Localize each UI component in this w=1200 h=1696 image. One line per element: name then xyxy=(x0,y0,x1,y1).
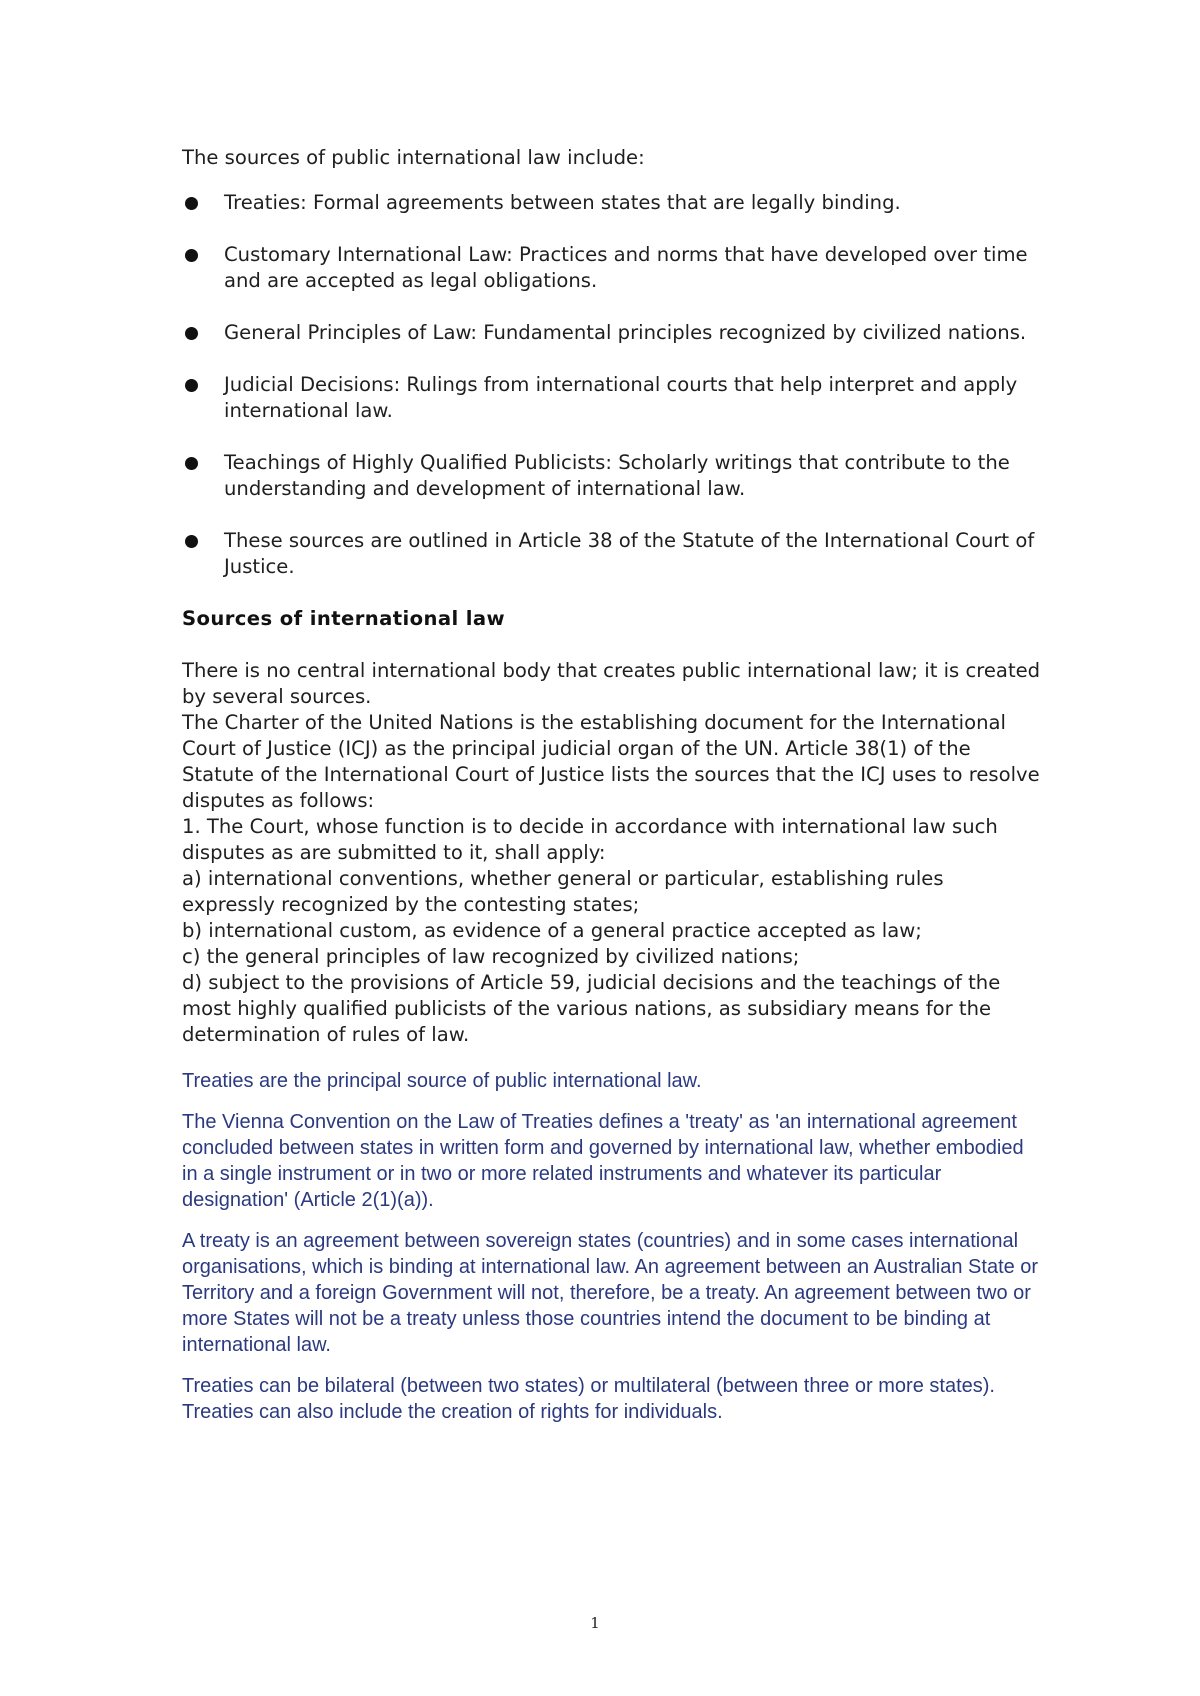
list-item-text: These sources are outlined in Article 38 of the Statute of the International Court of Justice. xyxy=(224,529,1035,578)
bullet-icon xyxy=(185,249,198,262)
treaty-notes xyxy=(182,1068,1042,1425)
intro-text: The sources of public international law include: xyxy=(182,146,645,169)
list-item-text: Customary International Law: Practices and norms that have developed over time and are accepted as legal obligations. xyxy=(224,243,1028,292)
blue-paragraph: The Vienna Convention on the Law of Treaties defines a 'treaty' as 'an international agreement concluded between states in written form and governed by international law, whether embodied in a single instrument or in two or more related instruments and whatever its particular designation' (Article 2(1)(a)). xyxy=(182,1111,1024,1211)
body-paragraph: b) international custom, as evidence of a general practice accepted as law; xyxy=(182,919,922,942)
list-item xyxy=(182,242,1042,294)
bullet-icon xyxy=(185,379,198,392)
page-number: 1 xyxy=(590,1614,600,1632)
blue-paragraph: Treaties can be bilateral (between two states) or multilateral (between three or more states). Treaties can also include the creation of rights for individuals. xyxy=(182,1375,995,1423)
list-item xyxy=(182,450,1042,502)
bullet-icon xyxy=(185,535,198,548)
body-paragraph: There is no central international body that creates public international law; it is created by several sources. xyxy=(182,659,1041,708)
body-paragraph: a) international conventions, whether general or particular, establishing rules expressly recognized by the contesting states; xyxy=(182,867,944,916)
page-footer xyxy=(0,1614,1200,1632)
body-paragraph: d) subject to the provisions of Article 59, judicial decisions and the teachings of the most highly qualified publicists of the various nations, as subsidiary means for the determination of rules of law. xyxy=(182,971,1001,1046)
list-item xyxy=(182,528,1042,580)
list-item-text: Judicial Decisions: Rulings from international courts that help interpret and apply international law. xyxy=(224,373,1018,422)
blue-paragraph: Treaties are the principal source of public international law. xyxy=(182,1070,702,1092)
sources-list xyxy=(182,190,1042,580)
document-page xyxy=(182,145,1042,1440)
list-item-text: General Principles of Law: Fundamental principles recognized by civilized nations. xyxy=(224,321,1027,344)
bullet-icon xyxy=(185,197,198,210)
bullet-icon xyxy=(185,327,198,340)
blue-paragraph: A treaty is an agreement between sovereign states (countries) and in some cases international organisations, which is binding at international law. An agreement between an Australian State or Territory and a foreign Government will not, therefore, be a treaty. An agreement between two or more States will not be a treaty unless those countries intend the document to be binding at international law. xyxy=(182,1230,1039,1356)
body-paragraph: The Charter of the United Nations is the establishing document for the International Court of Justice (ICJ) as the principal judicial organ of the UN. Article 38(1) of the Statute of the International Court of Justice lists the sources that the ICJ uses to resolve disputes as follows: xyxy=(182,711,1040,812)
list-item xyxy=(182,320,1042,346)
list-item-text: Treaties: Formal agreements between states that are legally binding. xyxy=(224,191,901,214)
list-item-text: Teachings of Highly Qualified Publicists: Scholarly writings that contribute to the understanding and development of international law. xyxy=(224,451,1010,500)
body-paragraph: c) the general principles of law recognized by civilized nations; xyxy=(182,945,800,968)
list-item xyxy=(182,372,1042,424)
list-item xyxy=(182,190,1042,216)
body-paragraph: 1. The Court, whose function is to decide in accordance with international law such disputes as are submitted to it, shall apply: xyxy=(182,815,998,864)
bullet-icon xyxy=(185,457,198,470)
body-text-block xyxy=(182,658,1042,1048)
section-heading: Sources of international law xyxy=(182,607,506,630)
